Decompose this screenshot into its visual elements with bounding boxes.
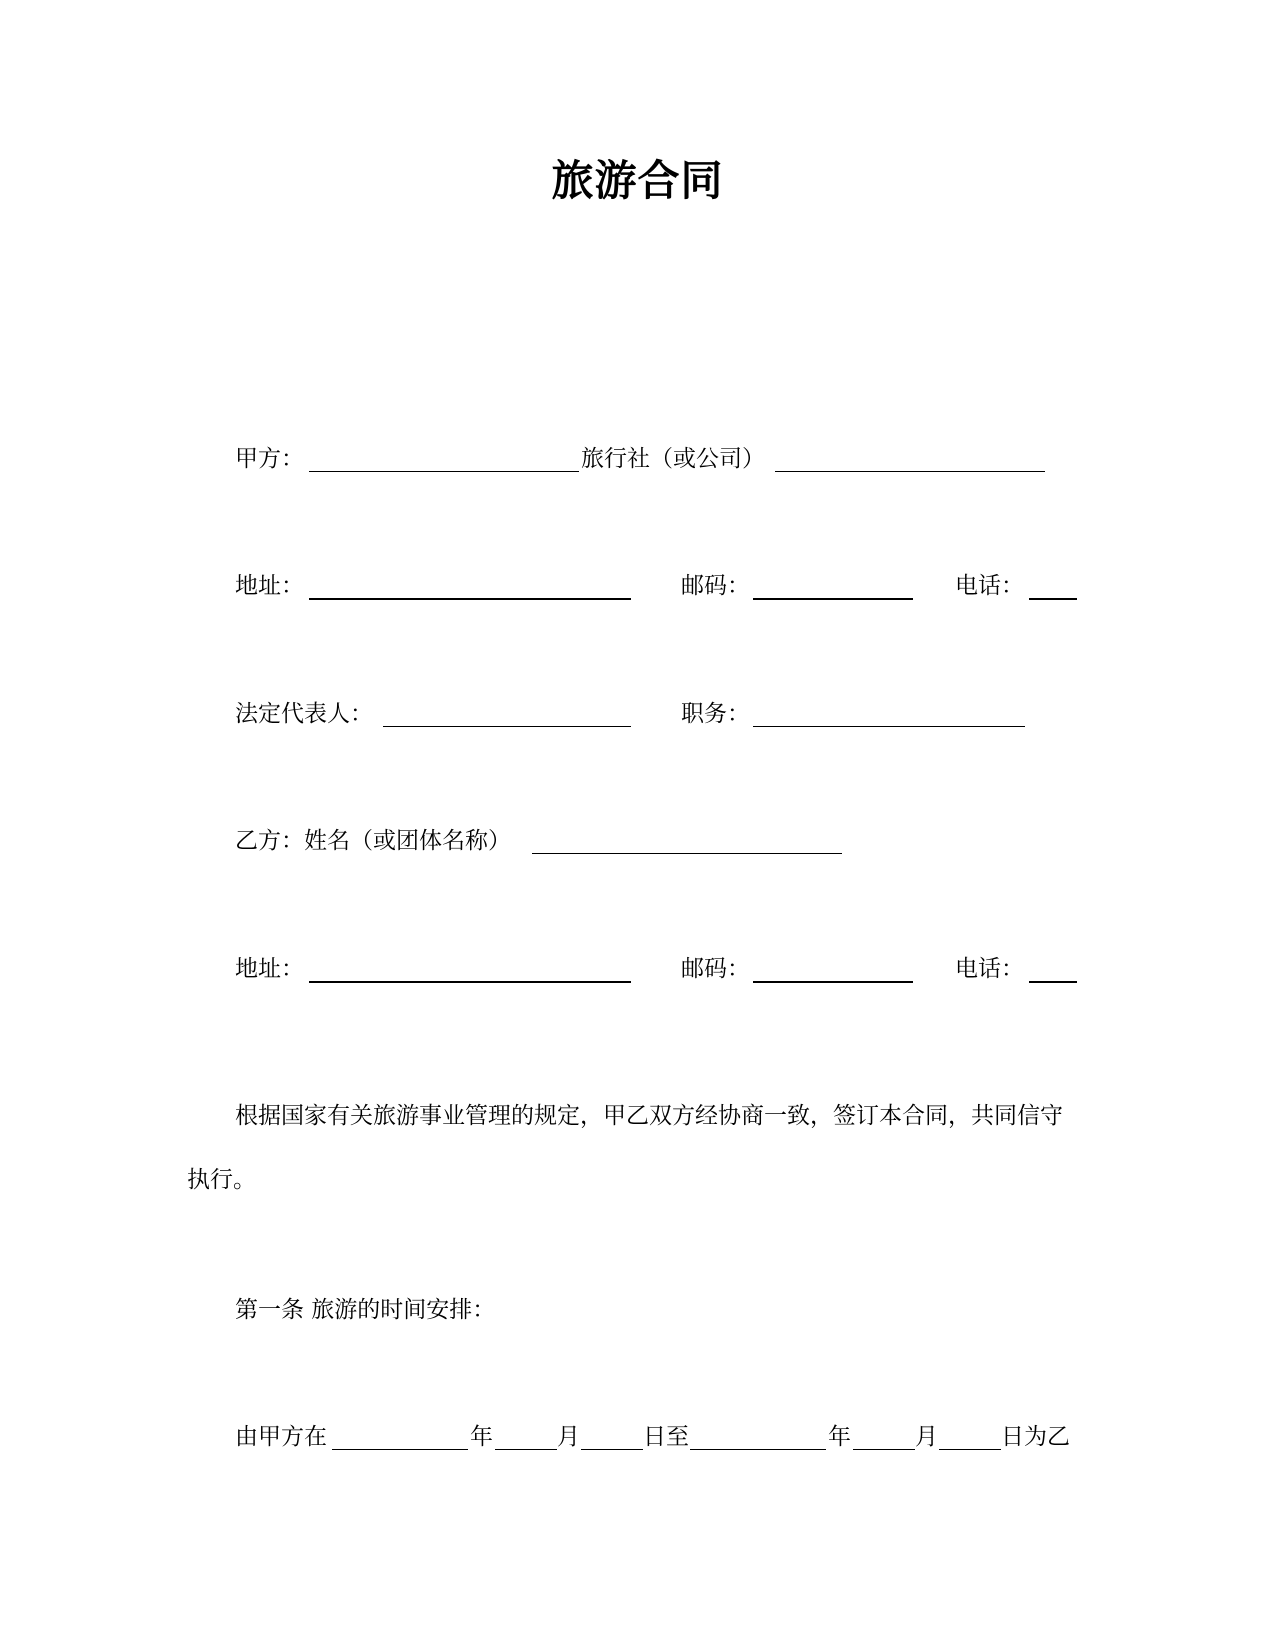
party-b-line <box>235 824 855 858</box>
start-day-blank[interactable] <box>581 1449 643 1450</box>
end-month-blank[interactable] <box>853 1449 915 1450</box>
party-b-label: 乙方：姓名（或团体名称） <box>235 828 511 854</box>
month-label: 月 <box>557 1424 580 1450</box>
legal-rep-label: 法定代表人： <box>235 701 373 727</box>
preamble-paragraph <box>187 1084 1077 1212</box>
start-year-blank[interactable] <box>332 1449 468 1450</box>
document-title: 旅游合同 <box>551 156 724 205</box>
postcode-blank[interactable] <box>753 598 913 600</box>
party-a-name-blank[interactable] <box>309 471 579 472</box>
start-month-blank[interactable] <box>495 1449 557 1450</box>
address-label: 地址： <box>235 956 304 982</box>
postcode-label: 邮码： <box>681 956 750 982</box>
legal-rep-line <box>235 697 1055 731</box>
day-to-label: 日至 <box>643 1424 689 1450</box>
party-a-label: 甲方： <box>235 446 304 472</box>
article-1-heading <box>235 1293 635 1327</box>
address-blank[interactable] <box>309 981 631 983</box>
agency-name-blank[interactable] <box>775 471 1045 472</box>
end-day-blank[interactable] <box>939 1449 1001 1450</box>
agency-label: 旅行社（或公司） <box>581 446 765 472</box>
party-a-address-line <box>235 569 1075 603</box>
address-blank[interactable] <box>309 598 631 600</box>
year-label: 年 <box>470 1424 493 1450</box>
phone-label: 电话： <box>955 956 1024 982</box>
year-label: 年 <box>828 1424 851 1450</box>
phone-blank[interactable] <box>1029 981 1077 983</box>
position-label: 职务： <box>681 701 750 727</box>
phone-label: 电话： <box>955 573 1024 599</box>
legal-rep-blank[interactable] <box>383 726 631 727</box>
article-1-date-line <box>235 1420 1075 1454</box>
phone-blank[interactable] <box>1029 598 1077 600</box>
party-a-line <box>235 442 1055 476</box>
party-b-name-blank[interactable] <box>532 853 842 854</box>
from-label: 由甲方在 <box>235 1424 327 1450</box>
end-year-blank[interactable] <box>690 1449 826 1450</box>
article-1-heading-text: 第一条 旅游的时间安排： <box>235 1297 496 1323</box>
preamble-text: 根据国家有关旅游事业管理的规定，甲乙双方经协商一致，签订本合同，共同信守执行。 <box>187 1103 1063 1193</box>
month-label: 月 <box>915 1424 938 1450</box>
postcode-blank[interactable] <box>753 981 913 983</box>
postcode-label: 邮码： <box>681 573 750 599</box>
position-blank[interactable] <box>753 726 1025 727</box>
address-label: 地址： <box>235 573 304 599</box>
party-b-address-line <box>235 952 1075 986</box>
day-for-label: 日为乙 <box>1001 1424 1070 1450</box>
